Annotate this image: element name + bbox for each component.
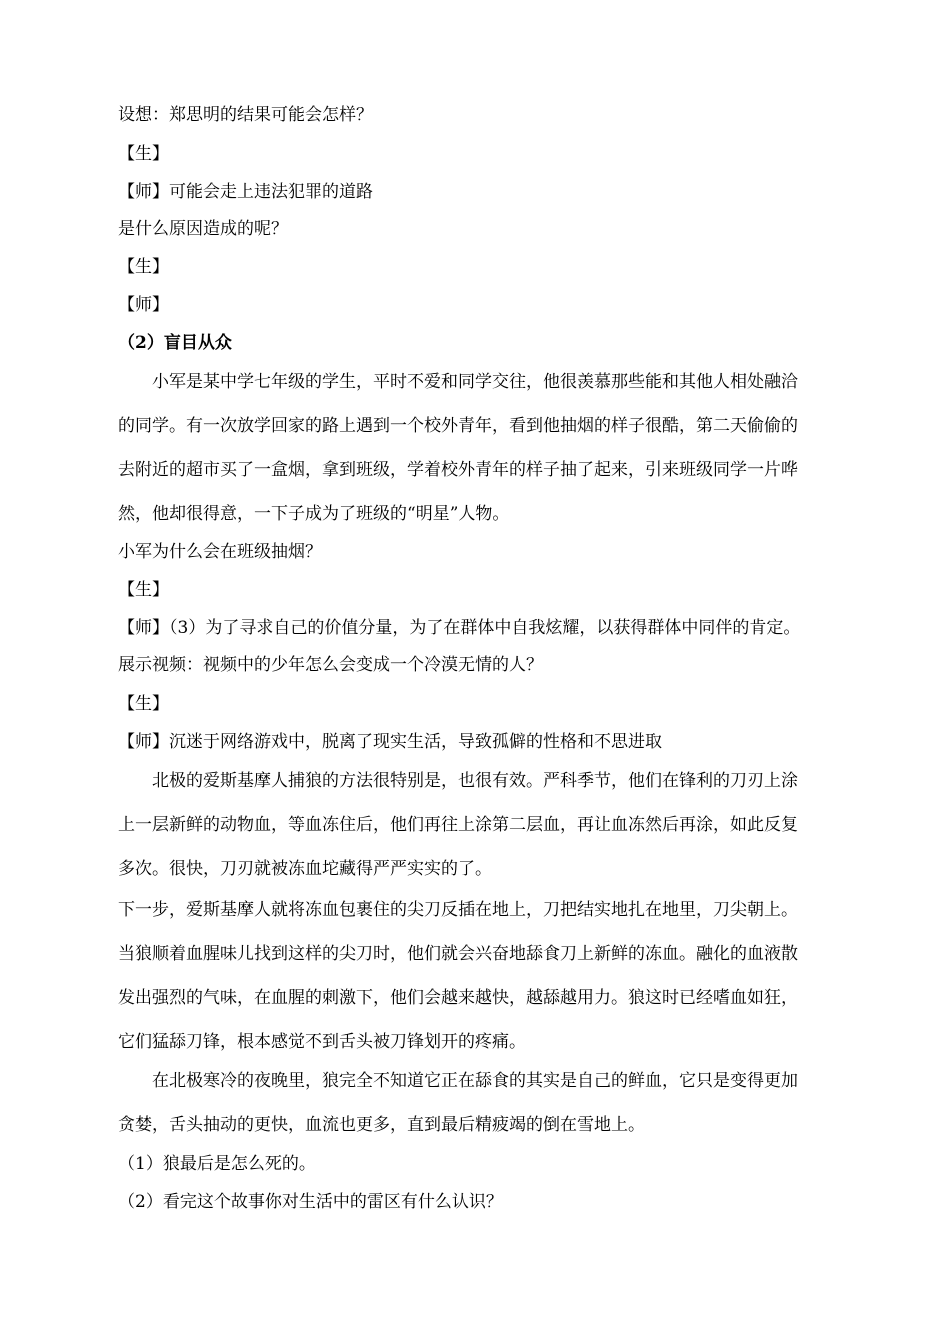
teacher-line: 【师】（3）为了寻求自己的价值分量，为了在群体中自我炫耀，以获得群体中同伴的肯定。: [118, 618, 801, 638]
student-marker: 【生】: [118, 580, 169, 600]
section-heading: （2）盲目从众: [118, 333, 232, 353]
teacher-line: 【师】沉迷于网络游戏中，脱离了现实生活，导致孤僻的性格和不思进取: [118, 732, 662, 752]
text-line: 是什么原因造成的呢？: [118, 219, 288, 239]
paragraph-line: 上一层新鲜的动物血，等血冻住后，他们再往上涂第二层血，再让血冻然后再涂，如此反复: [118, 815, 798, 835]
paragraph-line: 当狼顺着血腥味儿找到这样的尖刀时，他们就会兴奋地舔食刀上新鲜的冻血。融化的血液散: [118, 944, 798, 964]
paragraph-line: 在北极寒冷的夜晚里，狼完全不知道它正在舔食的其实是自己的鲜血，它只是变得更加: [152, 1071, 798, 1091]
paragraph-line: 贪婪，舌头抽动的更快，血流也更多，直到最后精疲竭的倒在雪地上。: [118, 1115, 645, 1135]
paragraph-line: 它们猛舔刀锋，根本感觉不到舌头被刀锋划开的疼痛。: [118, 1032, 526, 1052]
student-marker: 【生】: [118, 257, 169, 277]
paragraph-line: 小军是某中学七年级的学生，平时不爱和同学交往，他很羡慕那些能和其他人相处融洽: [152, 372, 798, 392]
teacher-line: 【师】可能会走上违法犯罪的道路: [118, 182, 373, 202]
teacher-marker: 【师】: [118, 295, 169, 315]
question-item: （2）看完这个故事你对生活中的雷区有什么认识？: [118, 1192, 503, 1212]
paragraph-line: 北极的爱斯基摩人捕狼的方法很特别是，也很有效。严科季节，他们在锋利的刀刃上涂: [152, 771, 798, 791]
paragraph-line: 去附近的超市买了一盒烟，拿到班级，学着校外青年的样子抽了起来，引来班级同学一片哗: [118, 460, 798, 480]
text-line: 展示视频：视频中的少年怎么会变成一个冷漠无情的人？: [118, 655, 543, 675]
paragraph-line: 发出强烈的气味，在血腥的刺激下，他们会越来越快，越舔越用力。狼这时已经嗜血如狂，: [118, 988, 798, 1008]
question-line: 小军为什么会在班级抽烟？: [118, 542, 322, 562]
paragraph-line: 多次。很快，刀刃就被冻血坨藏得严严实实的了。: [118, 859, 492, 879]
text-line: 设想：郑思明的结果可能会怎样？: [118, 105, 373, 125]
question-item: （1）狼最后是怎么死的。: [118, 1154, 316, 1174]
paragraph-line: 然，他却很得意，一下子成为了班级的“明星”人物。: [118, 504, 510, 524]
student-marker: 【生】: [118, 694, 169, 714]
paragraph-line: 下一步，爱斯基摩人就将冻血包裹住的尖刀反插在地上，刀把结实地扎在地里，刀尖朝上。: [118, 900, 798, 920]
paragraph-line: 的同学。有一次放学回家的路上遇到一个校外青年，看到他抽烟的样子很酷，第二天偷偷的: [118, 416, 798, 436]
student-marker: 【生】: [118, 144, 169, 164]
